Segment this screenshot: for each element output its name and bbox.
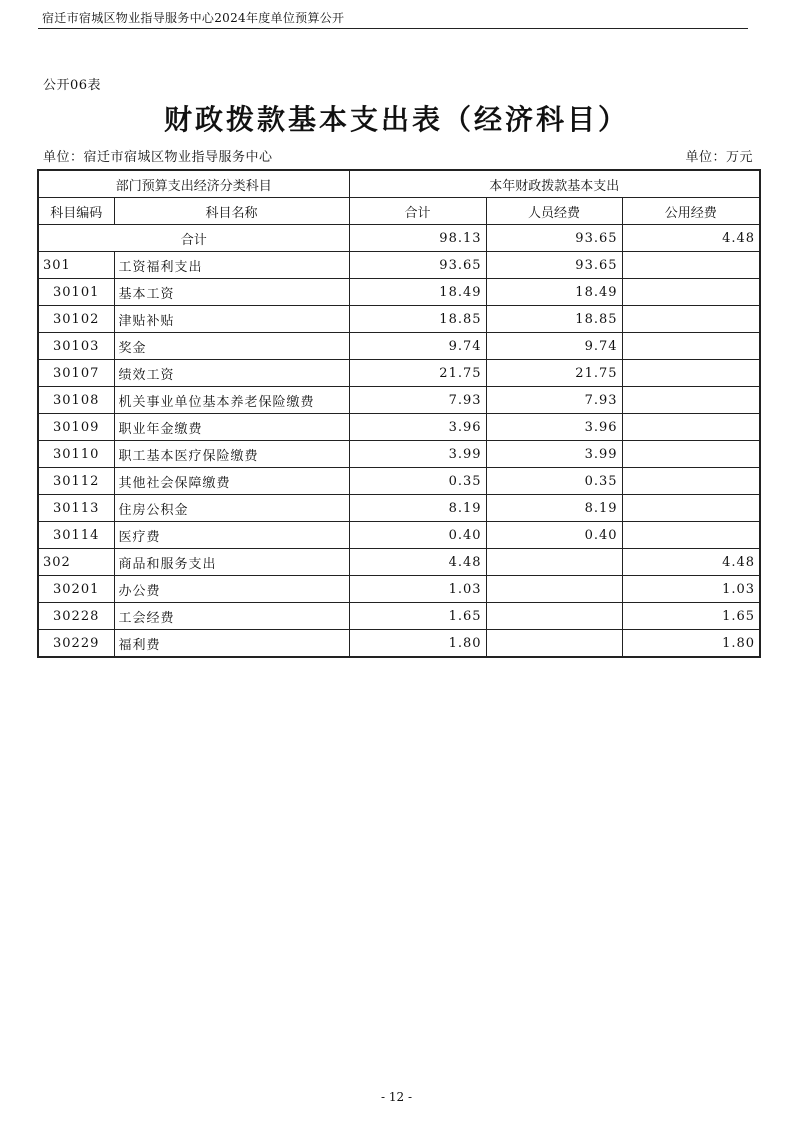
row-name-cell: 商品和服务支出	[114, 549, 349, 576]
table-group-header-row	[38, 170, 760, 198]
row-code-cell: 30102	[38, 306, 114, 333]
table-row	[38, 333, 760, 360]
row-code-cell: 30108	[38, 387, 114, 414]
row-name-cell: 工资福利支出	[114, 252, 349, 279]
table-row	[38, 603, 760, 630]
row-name-cell: 基本工资	[114, 279, 349, 306]
row-total-cell: 7.93	[349, 387, 486, 414]
row-public-cell	[622, 387, 760, 414]
row-total-cell: 18.49	[349, 279, 486, 306]
group-header-economic-class: 部门预算支出经济分类科目	[38, 170, 349, 198]
table-row	[38, 279, 760, 306]
row-code-cell: 30109	[38, 414, 114, 441]
row-public-cell	[622, 279, 760, 306]
table-row	[38, 495, 760, 522]
table-row	[38, 468, 760, 495]
row-total-cell: 8.19	[349, 495, 486, 522]
currency-unit: 单位：万元	[685, 150, 753, 165]
row-personnel-cell: 0.35	[486, 468, 622, 495]
row-total-cell: 4.48	[349, 549, 486, 576]
row-name-cell: 医疗费	[114, 522, 349, 549]
table-row	[38, 306, 760, 333]
page-number: - 12 -	[380, 1090, 412, 1104]
header-divider	[38, 28, 748, 29]
table-row	[38, 576, 760, 603]
row-public-cell	[622, 414, 760, 441]
group-header-basic-expenditure: 本年财政拨款基本支出	[349, 170, 760, 198]
row-public-cell	[622, 441, 760, 468]
table-column-header-row	[38, 198, 760, 225]
row-personnel-cell: 93.65	[486, 252, 622, 279]
total-row	[38, 225, 760, 252]
row-personnel-cell	[486, 549, 622, 576]
table-number: 公开06表	[43, 78, 102, 93]
row-total-cell: 1.65	[349, 603, 486, 630]
table-row	[38, 630, 760, 658]
row-total-cell: 93.65	[349, 252, 486, 279]
table-row	[38, 441, 760, 468]
row-code-cell: 30201	[38, 576, 114, 603]
row-personnel-cell	[486, 576, 622, 603]
row-personnel-cell: 7.93	[486, 387, 622, 414]
row-public-cell	[622, 252, 760, 279]
row-name-cell: 职工基本医疗保险缴费	[114, 441, 349, 468]
document-header: 宿迁市宿城区物业指导服务中心2024年度单位预算公开	[42, 11, 345, 25]
row-personnel-cell: 21.75	[486, 360, 622, 387]
row-name-cell: 工会经费	[114, 603, 349, 630]
row-public-cell: 1.03	[622, 576, 760, 603]
table-row	[38, 522, 760, 549]
row-public-cell	[622, 306, 760, 333]
table-row	[38, 387, 760, 414]
row-name-cell: 奖金	[114, 333, 349, 360]
row-total-cell: 1.03	[349, 576, 486, 603]
row-personnel-cell: 8.19	[486, 495, 622, 522]
row-personnel-cell: 9.74	[486, 333, 622, 360]
row-total-cell: 3.99	[349, 441, 486, 468]
unit-name: 单位：宿迁市宿城区物业指导服务中心	[43, 150, 273, 165]
row-code-cell: 30103	[38, 333, 114, 360]
row-personnel-cell: 3.99	[486, 441, 622, 468]
row-personnel-cell: 0.40	[486, 522, 622, 549]
row-total-cell: 9.74	[349, 333, 486, 360]
table-row	[38, 360, 760, 387]
row-total-cell: 18.85	[349, 306, 486, 333]
total-personnel: 93.65	[486, 225, 622, 252]
row-name-cell: 绩效工资	[114, 360, 349, 387]
column-header-name: 科目名称	[114, 198, 349, 225]
table-row	[38, 549, 760, 576]
column-header-total: 合计	[349, 198, 486, 225]
row-personnel-cell: 3.96	[486, 414, 622, 441]
row-code-cell: 30101	[38, 279, 114, 306]
row-personnel-cell	[486, 603, 622, 630]
table-row	[38, 252, 760, 279]
row-name-cell: 住房公积金	[114, 495, 349, 522]
row-public-cell: 1.80	[622, 630, 760, 658]
page-title: 财政拨款基本支出表（经济科目）	[163, 103, 629, 136]
budget-table	[37, 169, 761, 658]
row-personnel-cell: 18.49	[486, 279, 622, 306]
row-public-cell: 1.65	[622, 603, 760, 630]
row-code-cell: 30229	[38, 630, 114, 658]
row-code-cell: 30114	[38, 522, 114, 549]
row-name-cell: 办公费	[114, 576, 349, 603]
row-personnel-cell: 18.85	[486, 306, 622, 333]
total-public: 4.48	[622, 225, 760, 252]
row-code-cell: 30107	[38, 360, 114, 387]
row-code-cell: 30112	[38, 468, 114, 495]
row-total-cell: 0.40	[349, 522, 486, 549]
row-public-cell	[622, 360, 760, 387]
row-public-cell	[622, 333, 760, 360]
row-code-cell: 30113	[38, 495, 114, 522]
column-header-public: 公用经费	[622, 198, 760, 225]
column-header-code: 科目编码	[38, 198, 114, 225]
row-name-cell: 津贴补贴	[114, 306, 349, 333]
row-public-cell	[622, 495, 760, 522]
row-code-cell: 301	[38, 252, 114, 279]
row-name-cell: 职业年金缴费	[114, 414, 349, 441]
row-public-cell	[622, 522, 760, 549]
row-code-cell: 302	[38, 549, 114, 576]
row-public-cell	[622, 468, 760, 495]
row-code-cell: 30110	[38, 441, 114, 468]
total-label: 合计	[38, 225, 349, 252]
row-name-cell: 其他社会保障缴费	[114, 468, 349, 495]
row-total-cell: 0.35	[349, 468, 486, 495]
row-name-cell: 机关事业单位基本养老保险缴费	[114, 387, 349, 414]
total-amount: 98.13	[349, 225, 486, 252]
row-total-cell: 21.75	[349, 360, 486, 387]
row-total-cell: 1.80	[349, 630, 486, 658]
row-name-cell: 福利费	[114, 630, 349, 658]
row-public-cell: 4.48	[622, 549, 760, 576]
column-header-personnel: 人员经费	[486, 198, 622, 225]
row-total-cell: 3.96	[349, 414, 486, 441]
row-code-cell: 30228	[38, 603, 114, 630]
row-personnel-cell	[486, 630, 622, 658]
table-row	[38, 414, 760, 441]
